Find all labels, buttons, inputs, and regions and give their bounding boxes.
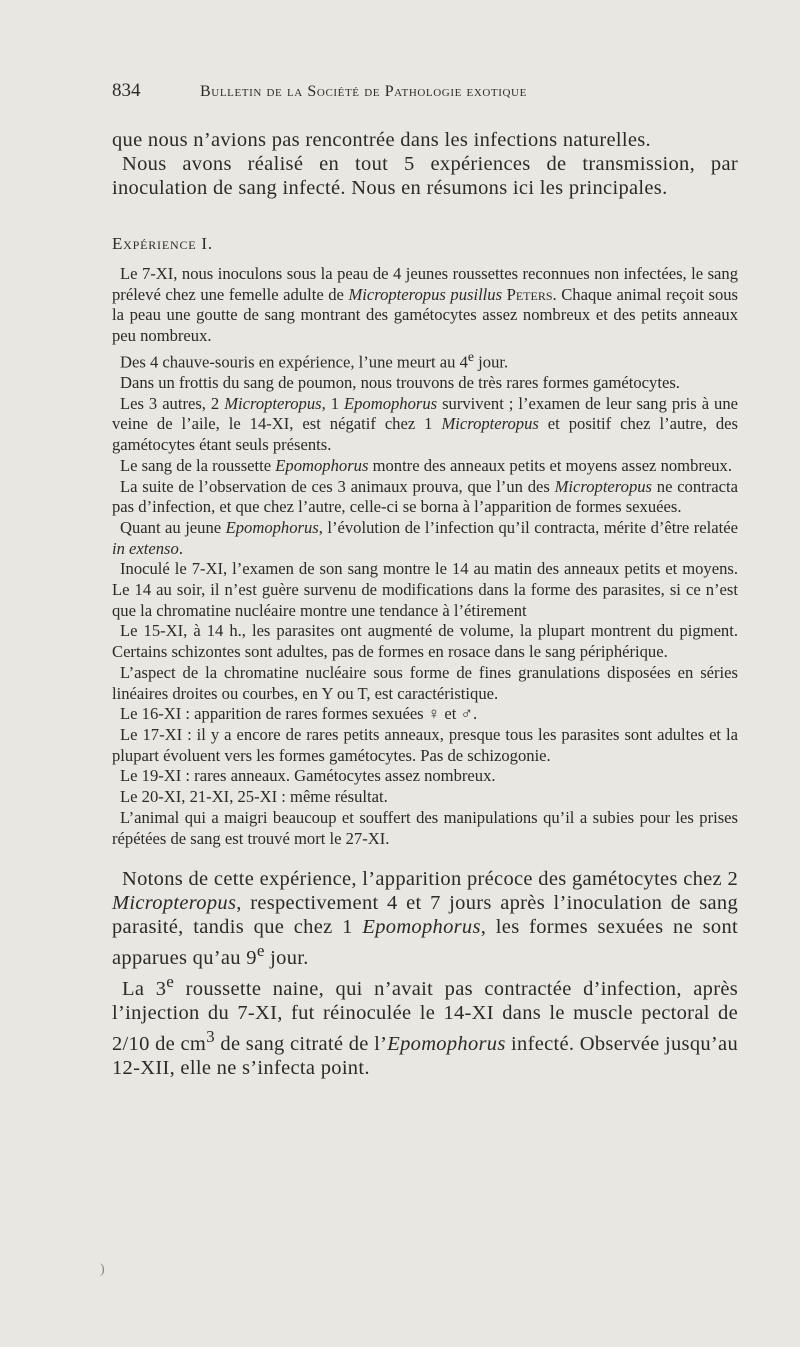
experiment-paragraph-1 [112,264,738,347]
experiment-paragraph-11: Le 16-XI : apparition de rares formes sexuées ♀ et ♂. [120,704,478,724]
text-run: Les 3 autres, 2 [120,393,225,413]
experiment-paragraph-12: Le 17-XI : il y a encore de rares petits anneaux, presque tous les parasites sont adultes et la plupart évoluent vers les formes gamétocytes. Pas de schizogonie. [112,725,738,765]
superscript: e [166,972,175,992]
conclusion-section [112,867,738,1079]
body-text [112,128,738,1080]
experiment-section [112,264,738,849]
text-run: , 1 [321,393,344,413]
page-number: 834 [112,80,141,101]
experiment-paragraph-8: Inoculé le 7-XI, l’examen de son sang montre le 14 au matin des anneaux petits et moyens. Le 14 au soir, il n’est guère survenu de modifications dans la forme des parasites, si ce n’est que la chromatine nucléaire montre une tendance à l’étirement [112,559,738,620]
intro-section [112,128,738,200]
superscript: 3 [206,1026,215,1046]
experiment-paragraph-5 [112,456,738,477]
intro-paragraph-2: Nous avons réalisé en tout 5 expériences de transmission, par inoculation de sang infecté. Nous en résumons ici les principales. [112,153,738,199]
superscript: e [256,941,265,961]
text-run: de sang citraté de l’ [214,1032,388,1055]
text-run: Le sang de la roussette [120,455,276,475]
text-run: ne contracta pas d’infection, et que chez l’autre, celle-ci se borna à l’apparition de formes sexuées. [112,476,738,517]
text-run: Des 4 chauve-souris en expérience, l’une meurt au 4 [120,352,468,372]
species-name: Epomophorus [275,455,369,475]
text-run: . Chaque animal reçoit sous la peau une goutte de sang montrant des gamétocytes assez nombreux et des petits anneaux peu nombreux. [112,284,738,346]
latin-phrase: in extenso [112,538,179,558]
text-run: , l’évolution de l’infection qu’il contracta, mérite d’être relatée [318,517,738,537]
text-run: jour. [264,947,309,970]
experiment-paragraph-14: Le 20-XI, 21-XI, 25-XI : même résultat. [120,787,388,807]
text-run: . [178,538,183,558]
text-run: et positif chez l’autre, des gamétocytes étant seuls présents. [112,414,738,455]
conclusion-paragraph-1 [112,867,738,970]
text-run: roussette naine, qui n’avait pas contractée d’infection, après l’injection du 7-XI, fut réinoculée le 14-XI dans le muscle pectoral de 2/10 de cm [112,977,738,1055]
superscript: e [467,348,475,364]
text-run: , les formes sexuées ne sont apparues qu’au 9 [112,916,738,970]
experiment-paragraph-9: Le 15-XI, à 14 h., les parasites ont augmenté de volume, la plupart montrent du pigment. Certains schizontes sont adultes, pas de formes en rosace dans le sang périphérique. [112,621,738,662]
page-header [112,80,672,110]
experiment-paragraph-3: Dans un frottis du sang de poumon, nous trouvons de très rares formes gamétocytes. [120,373,680,393]
stray-mark: ) [100,1262,105,1277]
experiment-paragraph-10: L’aspect de la chromatine nucléaire sous forme de fines granulations disposées en séries linéaires droites ou courbes, en Y ou T, est caractéristique. [112,662,738,703]
running-head: Bulletin de la Société de Pathologie exotique [200,83,527,100]
species-name: Micropteropus [224,393,322,413]
species-name: Micropteropus [554,476,652,496]
experiment-paragraph-6 [112,477,738,518]
species-name: Micropteropus pusillus [348,284,503,304]
text-run: , respectivement 4 et 7 jours après l’inoculation de sang parasité, tandis que chez 1 [112,892,738,939]
experiment-paragraph-15: L’animal qui a maigri beaucoup et souffert des manipulations qu’il a subies pour les prises répétées de sang est trouvé mort le 27-XI. [112,807,738,848]
conclusion-paragraph-2 [112,970,738,1080]
experiment-paragraph-7 [112,518,738,559]
intro-paragraph-1: que nous n’avions pas rencontrée dans les infections naturelles. [112,129,651,151]
experiment-heading: Expérience I. [112,234,213,253]
species-name: Micropteropus [441,414,539,434]
species-name: Epomophorus [343,393,438,413]
text-run: Le 7-XI, nous inoculons sous la peau de 4 jeunes roussettes reconnues non infectées, le sang prélevé chez une femelle adulte de [112,264,738,304]
text-run: La 3 [122,977,167,1000]
experiment-paragraph-2 [112,347,738,373]
text-run: jour. [474,352,509,372]
text-run: La suite de l’observation de ces 3 animaux prouva, que l’un des [120,476,555,496]
text-run: Notons de cette expérience, l’apparition précoce des gamétocytes chez 2 [122,868,738,891]
species-name: Epomophorus [362,916,481,939]
author-name: Peters [506,284,553,304]
experiment-paragraph-13: Le 19-XI : rares anneaux. Gamétocytes assez nombreux. [120,766,496,786]
text-run: infecté. Observée jusqu’au 12-XII, elle ne s’infecta point. [112,1032,739,1079]
text-run: montre des anneaux petits et moyens assez nombreux. [368,455,733,475]
species-name: Epomophorus [387,1032,506,1055]
species-name: Micropteropus [112,892,237,915]
species-name: Epomophorus [225,517,319,537]
text-run: Quant au jeune [120,517,226,537]
experiment-paragraph-4 [112,394,738,456]
text-run: survivent ; l’examen de leur sang pris à une veine de l’aile, le 14-XI, est négatif chez 1 [112,393,738,434]
